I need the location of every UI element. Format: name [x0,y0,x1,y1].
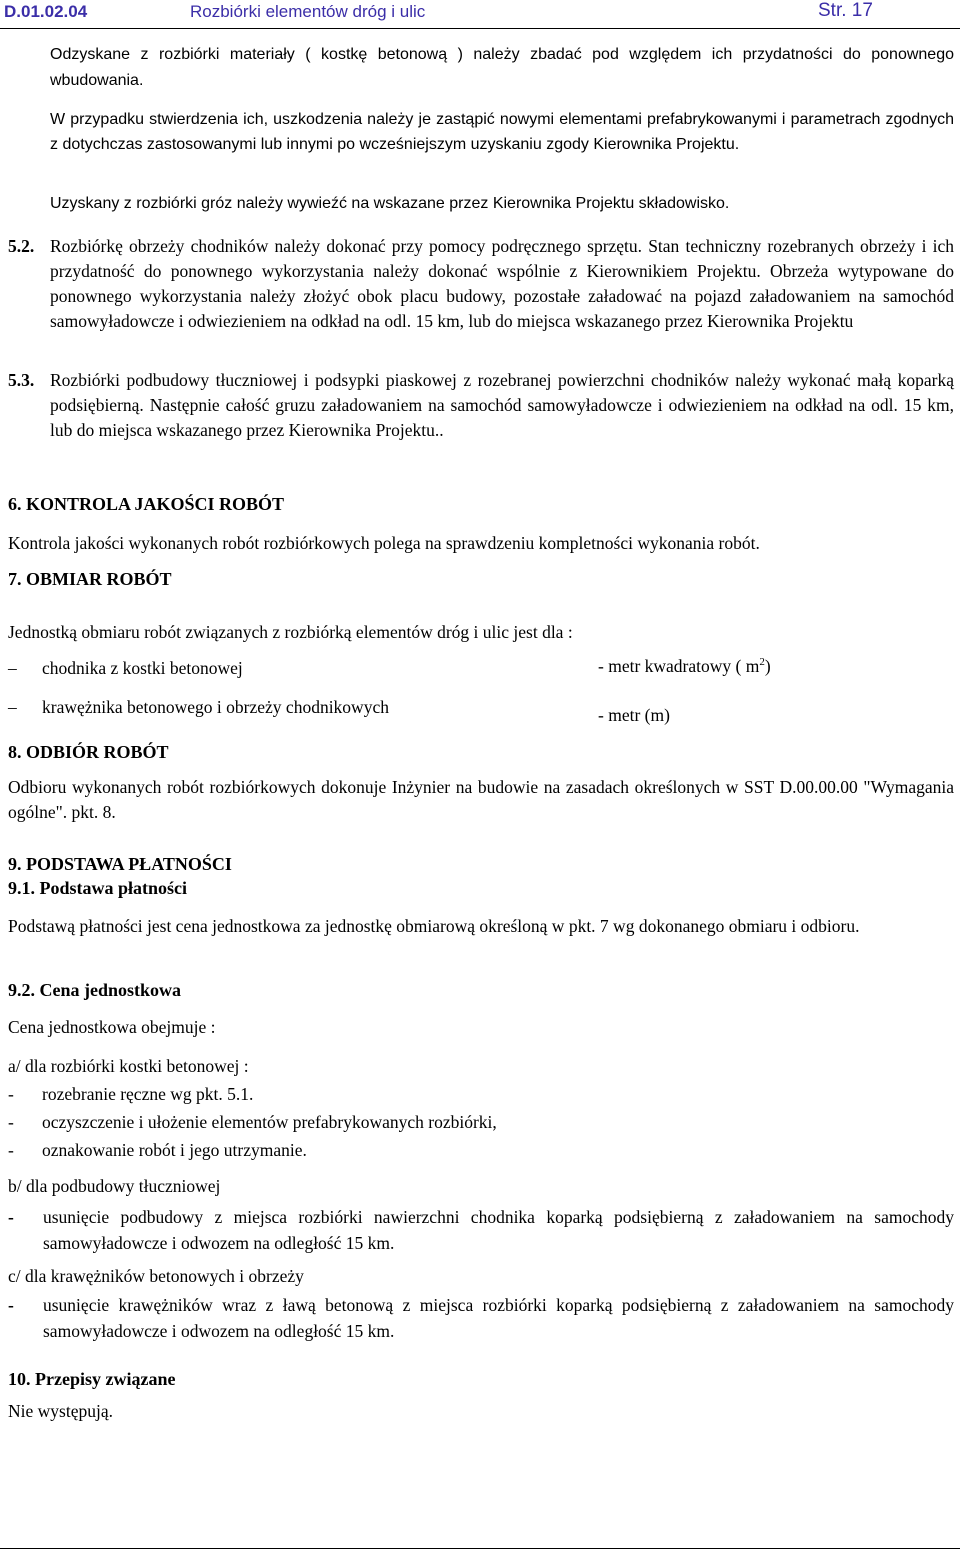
group-a-item-text: rozebranie ręczne wg pkt. 5.1. [42,1084,254,1104]
section-10-text: Nie występują. [8,1401,113,1421]
group-a-title: a/ dla rozbiórki kostki betonowej : [8,1056,249,1076]
page-number: Str. 17 [818,0,873,21]
measure-unit-sup: 2 [759,656,765,668]
spec-title: Rozbiórki elementów dróg i ulic [190,2,426,21]
section-7-heading: 7. OBMIAR ROBÓT [8,569,172,589]
list-marker: - [8,1207,14,1227]
section-6-text: Kontrola jakości wykonanych robót rozbiórkowych polega na sprawdzeniu kompletności wykonania robót. [8,533,760,553]
group-c-item [8,1292,954,1344]
list-dash: – [8,697,17,717]
group-a-item [8,1082,253,1106]
group-a-item-text: oznakowanie robót i jego utrzymanie. [42,1140,307,1160]
section-8-text: Odbioru wykonanych robót rozbiórkowych dokonuje Inżynier na budowie na zasadach określonych w SST D.00.00.00 "Wymagania ogólne". pkt. 8. [8,777,954,822]
paragraph-reuse: Odzyskane z rozbiórki materiały ( kostkę betonową ) należy zbadać pod względem ich przydatności do ponownego wbudowania. [50,46,954,89]
section-5-3-number: 5.3. [8,370,35,390]
measure-item-paving [8,656,243,680]
measure-unit-text: - metr (m) [598,705,670,725]
measure-item-curbs [8,695,389,719]
section-5-2 [8,234,954,334]
header-divider [0,28,960,29]
section-10-heading: 10. Przepisy związane [8,1369,176,1389]
section-8-heading: 8. ODBIÓR ROBÓT [8,742,169,762]
group-a-item [8,1138,307,1162]
section-9-heading: 9. PODSTAWA PŁATNOŚCI [8,854,232,874]
section-5-2-number: 5.2. [8,236,35,256]
measure-unit-text: - metr kwadratowy ( m [598,655,760,676]
spec-code: D.01.02.04 [4,2,88,21]
paragraph-rubble: Uzyskany z rozbiórki gróz należy wywieźć na wskazane przez Kierownika Projektu składowisko. [50,195,730,212]
footer-divider [0,1548,960,1549]
section-6-heading: 6. KONTROLA JAKOŚCI ROBÓT [8,494,285,514]
group-a-item-text: oczyszczenie i ułożenie elementów prefabrykowanych rozbiórki, [42,1112,497,1132]
measure-unit-m2 [598,650,771,678]
group-b-title: b/ dla podbudowy tłuczniowej [8,1176,221,1196]
section-5-3 [8,368,954,443]
measure-item-label: krawężnika betonowego i obrzeży chodnikowych [42,697,389,717]
section-9-1-text: Podstawą płatności jest cena jednostkowa za jednostkę obmiarową określoną w pkt. 7 wg dokonanego obmiaru i odbioru. [8,916,860,936]
section-5-3-text: Rozbiórki podbudowy tłuczniowej i podsypki piaskowej z rozebranej powierzchni chodników należy wykonać małą koparką podsiębierną. Następnie całość gruzu załadowaniem na samochód samowyładowcze i odwiezieniem na odkład na odl. 15 km, lub do miejsca wskazanego przez Kierownika Projektu.. [50,370,954,440]
paragraph-replacement: W przypadku stwierdzenia ich, uszkodzenia należy je zastąpić nowymi elementami prefabrykowanymi i parametrach zgodnych z dotychczas zastosowanymi lub innymi po wcześniejszym uzyskaniu zgody Kierownika Projektu. [50,111,954,153]
list-marker: - [8,1140,14,1160]
list-marker: - [8,1112,14,1132]
list-marker: - [8,1084,14,1104]
measure-unit-end: ) [764,655,771,676]
section-7-intro: Jednostką obmiaru robót związanych z rozbiórką elementów dróg i ulic jest dla : [8,622,573,642]
section-9-2-heading: 9.2. Cena jednostkowa [8,980,182,1000]
measure-item-label: chodnika z kostki betonowej [42,658,243,678]
group-c-item-text: usunięcie krawężników wraz z ławą betonową z miejsca rozbiórki koparką podsiębierną z załadowaniem na samochody samowyładowcze i odwozem na odległość 15 km. [43,1295,954,1341]
list-marker: - [8,1295,14,1315]
group-b-item [8,1204,954,1256]
group-a-item [8,1110,497,1134]
group-c-title: c/ dla krawężników betonowych i obrzeży [8,1266,304,1286]
section-9-1-heading: 9.1. Podstawa płatności [8,878,188,898]
list-dash: – [8,658,17,678]
group-b-item-text: usunięcie podbudowy z miejsca rozbiórki nawierzchni chodnika koparką podsiębierną z załadowaniem na samochody samowyładowcze i odwozem na odległość 15 km. [43,1207,954,1253]
measure-unit-m [598,703,670,727]
section-5-2-text: Rozbiórkę obrzeży chodników należy dokonać przy pomocy podręcznego sprzętu. Stan techniczny rozebranych obrzeży i ich przydatność do ponownego wykorzystania należy dokonać wspólnie z Kierownikiem Projektu. Obrzeża wytypowane do ponownego wykorzystania należy złożyć obok placu budowy, pozostałe załadować na pojazd załadowaniem na samochód samowyładowcze i odwiezieniem na odkład na odl. 15 km, lub do miejsca wskazanego przez Kierownika Projektu [50,236,954,331]
section-9-2-intro: Cena jednostkowa obejmuje : [8,1017,216,1037]
